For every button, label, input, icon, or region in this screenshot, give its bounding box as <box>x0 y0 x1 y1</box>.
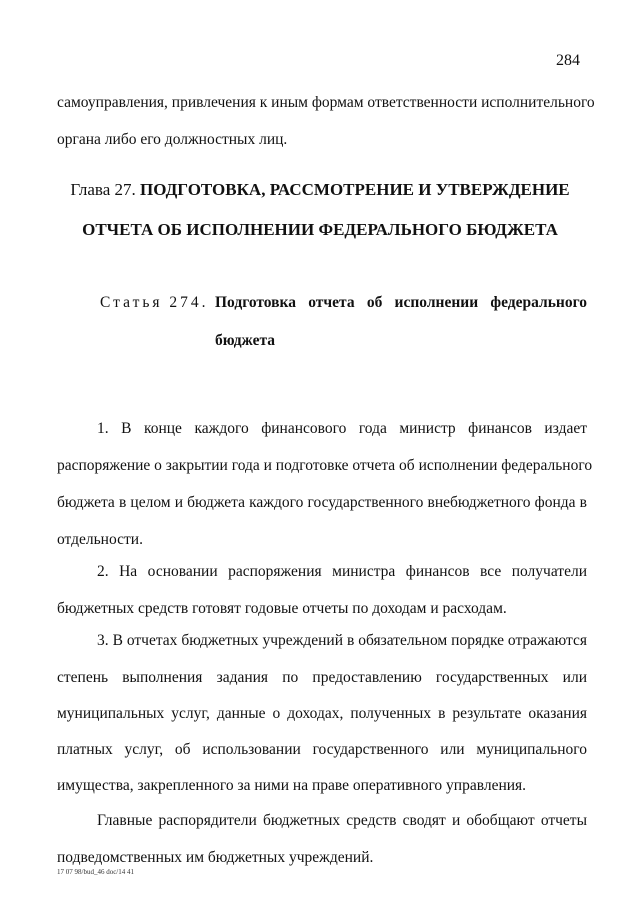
chapter-title-line1: ПОДГОТОВКА, РАССМОТРЕНИЕ И УТВЕРЖДЕНИЕ <box>140 180 570 199</box>
chapter-title-line2: ОТЧЕТА ОБ ИСПОЛНЕНИИ ФЕДЕРАЛЬНОГО БЮДЖЕТА <box>82 220 558 239</box>
paragraph-line: 3. В отчетах бюджетных учреждений в обязательном порядке отражаются <box>97 631 587 649</box>
paragraph-line: муниципальных услуг, данные о доходах, полученных в результате оказания <box>57 704 587 722</box>
paragraph-line: 2. На основании распоряжения министра финансов все получатели <box>97 562 587 580</box>
chapter-heading <box>0 179 640 201</box>
paragraph-line: имущества, закрепленного за ними на праве оперативного управления. <box>57 776 527 794</box>
article-title-line2: бюджета <box>215 332 276 349</box>
chapter-prefix: Глава 27. <box>70 180 136 199</box>
intro-line: органа либо его должностных лиц. <box>57 130 288 148</box>
paragraph-line: распоряжение о закрытии года и подготовке отчета об исполнении федерального <box>57 456 593 474</box>
article-title-line1: Подготовка отчета об исполнении федерального <box>215 294 587 311</box>
paragraph-line: степень выполнения задания по предоставлению государственных или <box>57 668 587 686</box>
paragraph-line: платных услуг, об использовании государственного или муниципального <box>57 740 587 758</box>
paragraph-line: 1. В конце каждого финансового года министр финансов издает <box>97 419 587 437</box>
page-number: 284 <box>556 52 580 69</box>
paragraph-line: отдельности. <box>57 530 143 548</box>
paragraph-line: бюджета в целом и бюджета каждого государственного внебюджетного фонда в <box>57 493 587 511</box>
paragraph-line: Главные распорядители бюджетных средств сводят и обобщают отчеты <box>97 811 587 829</box>
footer-file-stamp: 17 07 98/bud_46 doc/14 41 <box>57 868 134 876</box>
intro-line: самоуправления, привлечения к иным формам ответственности исполнительного <box>57 93 595 111</box>
paragraph-line: подведомственных им бюджетных учреждений. <box>57 848 374 866</box>
paragraph-line: бюджетных средств готовят годовые отчеты по доходам и расходам. <box>57 599 507 617</box>
article-label: Статья 274. <box>100 294 209 311</box>
